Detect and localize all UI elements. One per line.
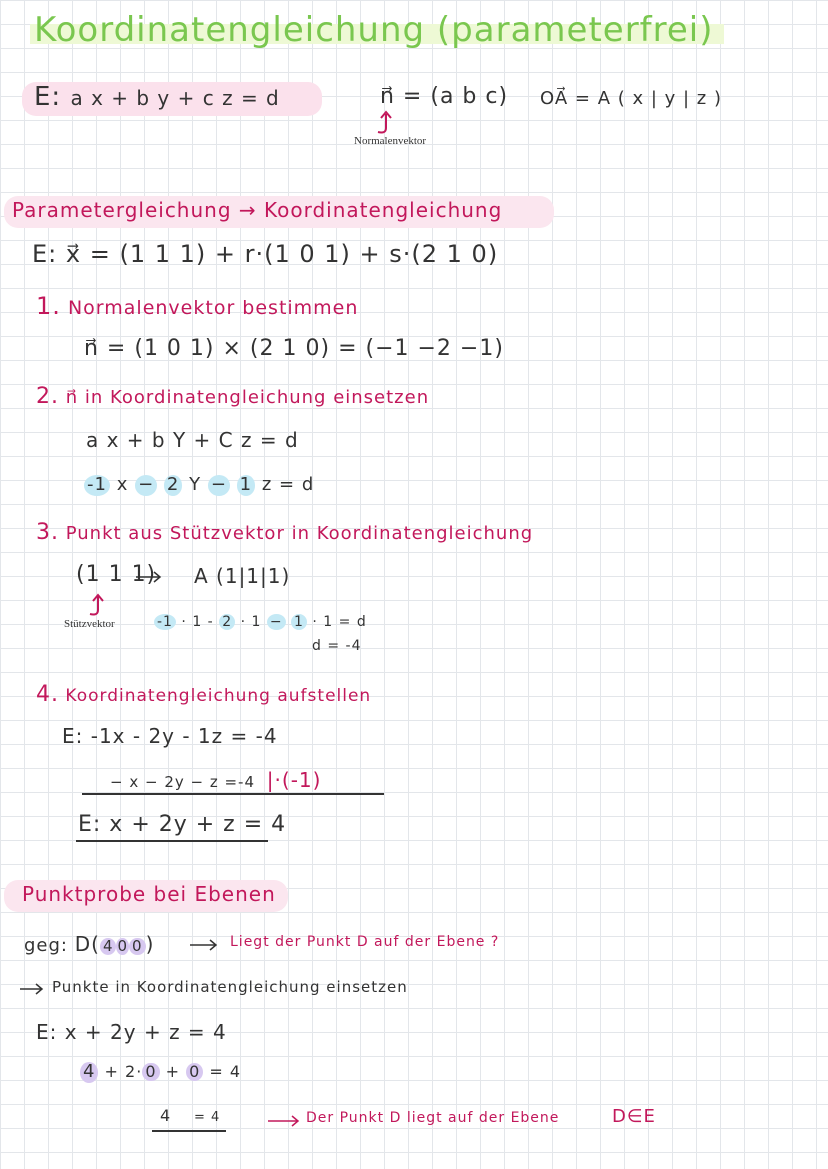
calc-c1: -1 — [154, 614, 176, 630]
multiply-op: |·(-1) — [266, 768, 322, 792]
simplified-text: − x − 2y − z =-4 — [110, 773, 256, 791]
calc-t3: · 1 — [312, 614, 334, 630]
step2-number: 2. — [36, 384, 59, 409]
divider-line — [82, 793, 384, 795]
check-plus: + — [165, 1062, 180, 1081]
point-d — [75, 932, 155, 956]
step1-number: 1. — [36, 292, 61, 320]
result-underline — [152, 1130, 226, 1132]
calc-t2: · 1 — [240, 614, 262, 630]
minus-2: − — [208, 475, 230, 496]
section2-heading: Punktprobe bei Ebenen — [22, 882, 276, 906]
substituted-equation — [84, 474, 314, 496]
membership-symbol: D∈E — [612, 1106, 656, 1127]
calc-op: − — [267, 614, 286, 630]
coef-c: 1 — [237, 475, 255, 496]
step4 — [36, 682, 371, 707]
point-d-z: 0 — [129, 938, 146, 955]
given-line — [24, 932, 154, 956]
check-mid: + 2· — [104, 1062, 143, 1081]
point-calculation — [154, 614, 367, 630]
arrow-right-icon — [188, 938, 220, 952]
var-x: x — [116, 474, 129, 495]
step3-text: Punkt aus Stützvektor in Koordinatengleichung — [65, 523, 534, 544]
step4-text: Koordinatengleichung aufstellen — [65, 686, 372, 706]
step2-text: n⃗ in Koordinatengleichung einsetzen — [65, 387, 430, 408]
step4-number: 4. — [36, 682, 59, 707]
step1-text: Normalenvektor bestimmen — [67, 297, 359, 319]
check-equation — [80, 1062, 241, 1083]
normal-vector: n⃗ = (a b c) — [380, 84, 509, 109]
check-z: 0 — [186, 1063, 203, 1081]
conclusion-text: Der Punkt D liegt auf der Ebene — [306, 1110, 560, 1126]
check-rest: = 4 — [209, 1062, 242, 1081]
minus-1: − — [135, 475, 157, 496]
plane-equation: E: x + 2y + z = 4 — [36, 1020, 227, 1044]
page-title: Koordinatengleichung (parameterfrei) — [30, 10, 724, 50]
calc-c2: 2 — [219, 614, 235, 630]
point-d-x: 4 — [100, 938, 117, 955]
eq-body: a x + b y + c z = d — [70, 86, 280, 110]
step3-number: 3. — [36, 520, 59, 545]
d-result: d = -4 — [312, 638, 362, 654]
instruction-text: Punkte in Koordinatengleichung einsetzen — [52, 978, 408, 996]
eq-prefix: E: — [34, 82, 62, 112]
intro-equation — [34, 82, 280, 112]
point-d-name: D( — [74, 932, 100, 956]
cross-product: n⃗ = (1 0 1) × (2 1 0) = (−1 −2 −1) — [84, 336, 504, 361]
final-equation: E: x + 2y + z = 4 — [78, 812, 287, 837]
var-z: z — [261, 474, 273, 495]
point-d-y: 0 — [117, 937, 129, 955]
question-text: Liegt der Punkt D auf der Ebene ? — [230, 934, 500, 950]
arrow-right-icon — [134, 570, 164, 584]
point-d-close: ) — [145, 932, 155, 956]
coef-a: -1 — [84, 475, 110, 496]
point-a: A (1|1|1) — [194, 564, 291, 588]
step2 — [36, 384, 429, 409]
full-equation: E: -1x - 2y - 1z = -4 — [62, 724, 278, 748]
arrow-right-icon — [266, 1114, 302, 1128]
calc-c3: 1 — [291, 614, 307, 630]
calc-rest: = d — [338, 614, 367, 630]
arrow-right-icon — [18, 982, 46, 996]
sub-rest: = d — [279, 474, 315, 495]
step1 — [36, 292, 358, 320]
support-label: Stützvektor — [64, 618, 115, 630]
param-equation: E: x⃗ = (1 1 1) + r·(1 0 1) + s·(2 1 0) — [32, 240, 499, 268]
normal-label: Normalenvektor — [354, 135, 427, 147]
check-x: 4 — [80, 1062, 98, 1083]
simplified-equation — [110, 768, 321, 792]
step3 — [36, 520, 533, 545]
support-vector: (1 1 1) — [76, 562, 157, 587]
given-label: geg: — [24, 935, 68, 956]
check-y: 0 — [142, 1063, 159, 1081]
result-lhs: 4 — [160, 1106, 172, 1125]
result-rhs: = 4 — [194, 1110, 221, 1125]
section1-heading: Parametergleichung → Koordinatengleichung — [12, 198, 503, 222]
var-y: Y — [189, 474, 202, 495]
underline — [76, 840, 268, 842]
coef-b: 2 — [164, 475, 182, 496]
calc-t1: · 1 - — [181, 614, 214, 630]
general-equation: a x + b Y + C z = d — [86, 428, 299, 452]
oa-vector: OA⃗ = A ( x | y | z ) — [540, 88, 722, 109]
